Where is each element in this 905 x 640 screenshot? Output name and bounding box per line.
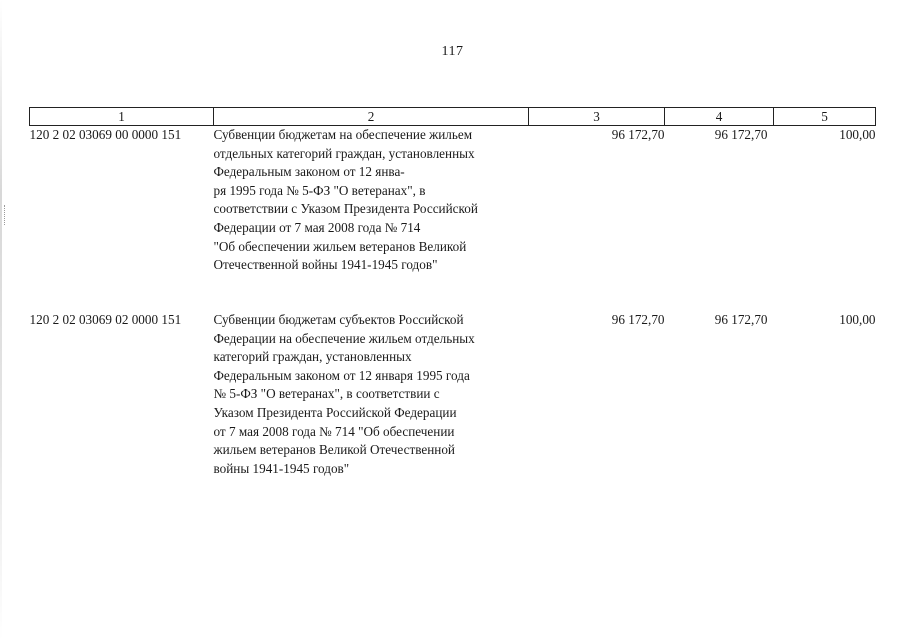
- budget-code: 120 2 02 03069 00 0000 151: [29, 127, 182, 142]
- header-col-1: 1: [30, 108, 214, 126]
- description-line: Субвенции бюджетам субъектов Российской: [213, 312, 464, 327]
- description-line: Федеральным законом от 12 янва-: [213, 164, 405, 180]
- description-line: соответствии с Указом Президента Российской: [213, 201, 478, 217]
- scan-left-edge: [0, 0, 2, 640]
- description-line: Субвенции бюджетам на обеспечение жильем: [213, 127, 473, 142]
- page-number: 117: [441, 44, 464, 59]
- header-col-5: 5: [774, 108, 876, 126]
- table-row: [30, 126, 876, 312]
- value-col-5: 100,00: [839, 312, 876, 327]
- header-col-4: 4: [665, 108, 774, 126]
- scan-margin-mark: [4, 205, 6, 225]
- description-line: Федерации от 7 мая 2008 года № 714: [213, 219, 421, 235]
- description-line: жильем ветеранов Великой Отечественной: [213, 442, 455, 458]
- description-line: отдельных категорий граждан, установленных: [213, 145, 475, 161]
- description-line: № 5-ФЗ "О ветеранах", в соответствии с: [213, 386, 440, 402]
- item-description: [214, 126, 529, 312]
- value-col-4: 96 172,70: [714, 127, 768, 142]
- value-col-3: 96 172,70: [611, 127, 665, 142]
- description-line: Указом Президента Российской Федерации: [213, 404, 457, 420]
- description-line: Федерации на обеспечение жильем отдельных: [213, 330, 475, 346]
- description-line: Федеральным законом от 12 января 1995 года: [213, 367, 470, 383]
- value-col-3: 96 172,70: [611, 312, 665, 327]
- description-line: категорий граждан, установленных: [213, 349, 412, 365]
- budget-code: 120 2 02 03069 02 0000 151: [29, 312, 182, 327]
- budget-table: [29, 107, 876, 521]
- description-line: Отечественной войны 1941-1945 годов": [213, 257, 438, 273]
- header-row: [30, 108, 876, 126]
- value-col-4: 96 172,70: [714, 312, 768, 327]
- header-col-2: 2: [214, 108, 529, 126]
- description-line: ря 1995 года № 5-ФЗ "О ветеранах", в: [213, 182, 426, 198]
- description-line: войны 1941-1945 годов": [213, 460, 350, 476]
- description-line: от 7 мая 2008 года № 714 "Об обеспечении: [213, 423, 455, 439]
- item-description: [214, 311, 529, 521]
- header-col-3: 3: [529, 108, 665, 126]
- table-row: [30, 311, 876, 521]
- table-header: [30, 108, 876, 126]
- description-line: "Об обеспечении жильем ветеранов Великой: [213, 238, 467, 254]
- value-col-5: 100,00: [839, 127, 876, 142]
